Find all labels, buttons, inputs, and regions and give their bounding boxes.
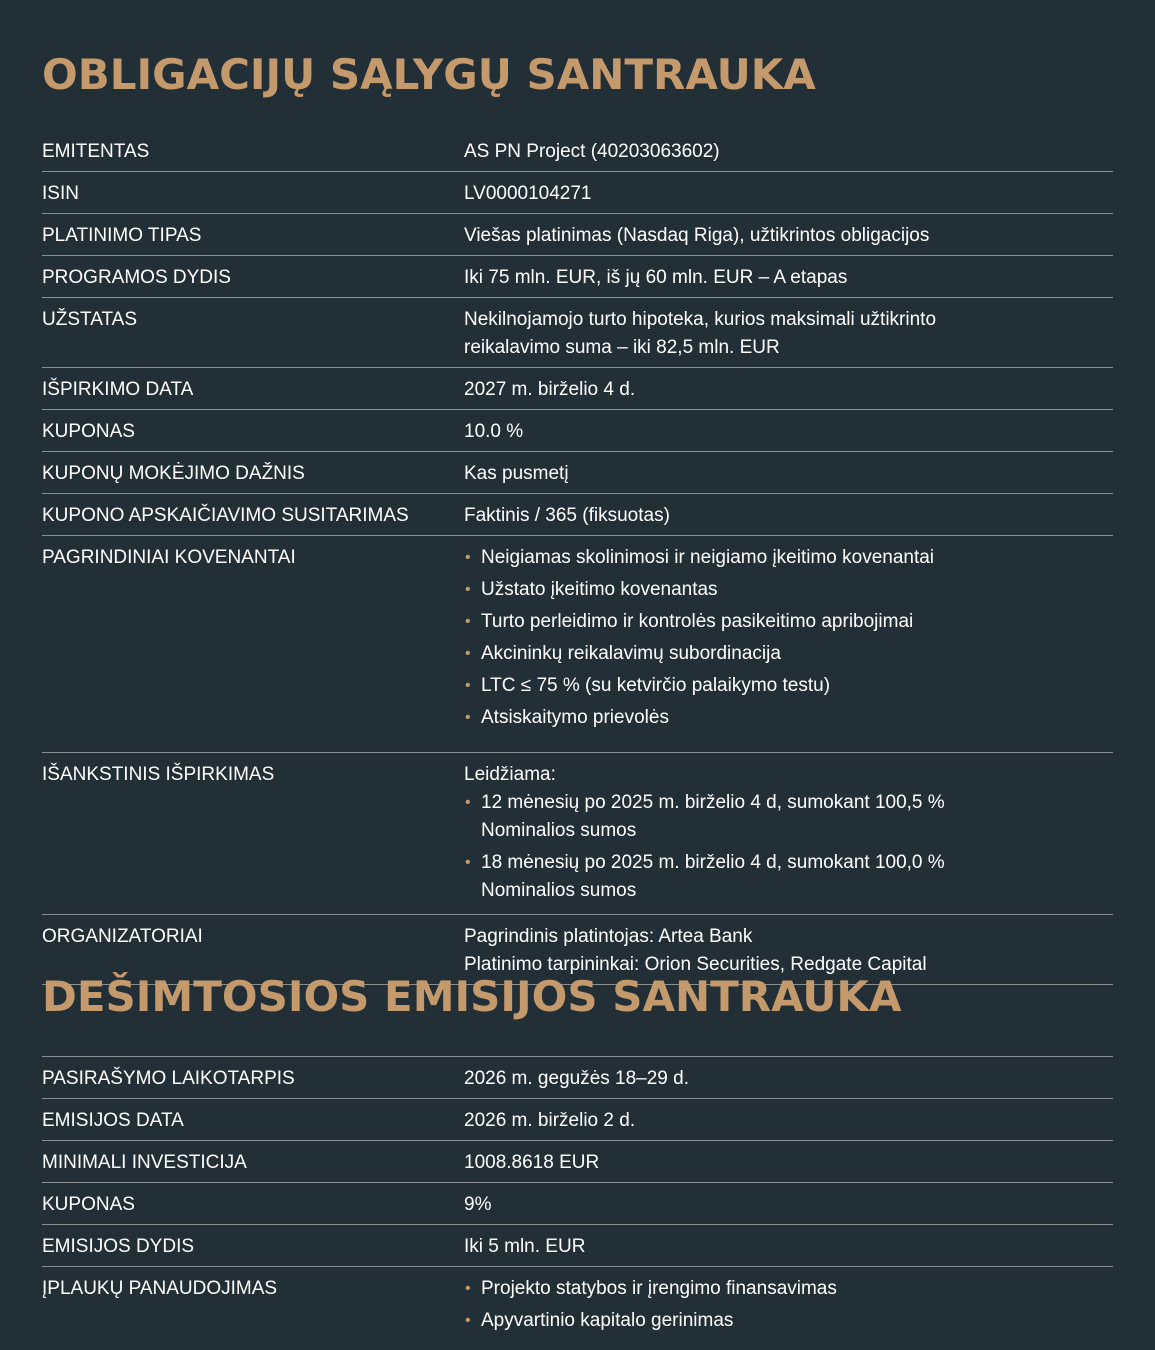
row-label: PROGRAMOS DYDIS xyxy=(42,267,231,288)
row-label: MINIMALI INVESTICIJA xyxy=(42,1152,247,1173)
row-label: IŠPIRKIMO DATA xyxy=(42,379,194,400)
list-item-text: LTC ≤ 75 % (su ketvirčio palaikymo testu) xyxy=(481,675,831,696)
table-row xyxy=(42,256,1113,298)
row-value: 2027 m. birželio 4 d. xyxy=(464,379,636,400)
table-row xyxy=(42,368,1113,410)
list-item xyxy=(464,608,1113,636)
list-item-text: Nominalios sumos xyxy=(481,880,637,901)
row-label: IŠANKSTINIS IŠPIRKIMAS xyxy=(42,764,275,785)
list-item xyxy=(464,1307,1113,1335)
row-value: Viešas platinimas (Nasdaq Riga), užtikrintos obligacijos xyxy=(464,225,930,246)
row-label: PAGRINDINIAI KOVENANTAI xyxy=(42,547,296,568)
list-item xyxy=(464,1275,1113,1303)
row-label: KUPONAS xyxy=(42,421,135,442)
list-item xyxy=(464,672,1113,700)
list-item xyxy=(464,789,1113,845)
list-item-text: Turto perleidimo ir kontrolės pasikeitimo apribojimai xyxy=(481,611,914,632)
row-label: PLATINIMO TIPAS xyxy=(42,225,202,246)
table-row-proceeds xyxy=(42,1267,1113,1344)
row-value: AS PN Project (40203063602) xyxy=(464,141,720,162)
row-value-line: Pagrindinis platintojas: Artea Bank xyxy=(464,926,753,947)
bullet-icon: • xyxy=(465,794,471,811)
row-value: Faktinis / 365 (fiksuotas) xyxy=(464,505,670,526)
row-value: Iki 75 mln. EUR, iš jų 60 mln. EUR – A etapas xyxy=(464,267,848,288)
table-row xyxy=(42,1057,1113,1099)
table-row xyxy=(42,1183,1113,1225)
list-item-text: Projekto statybos ir įrengimo finansavimas xyxy=(481,1278,837,1299)
list-item xyxy=(464,849,1113,905)
row-label: UŽSTATAS xyxy=(42,309,137,330)
row-value xyxy=(464,544,1113,736)
bullet-icon: • xyxy=(465,854,471,871)
list-item-text: Neigiamas skolinimosi ir neigiamo įkeitimo kovenantai xyxy=(481,547,935,568)
row-label: KUPONŲ MOKĖJIMO DAŽNIS xyxy=(42,463,305,484)
bullet-icon: • xyxy=(465,549,471,566)
table-row xyxy=(42,1225,1113,1267)
row-value-line: Nekilnojamojo turto hipoteka, kurios maksimali užtikrinto xyxy=(464,309,937,330)
row-label: PASIRAŠYMO LAIKOTARPIS xyxy=(42,1068,295,1089)
bullet-icon: • xyxy=(465,1280,471,1297)
list-item-text: Atsiskaitymo prievolės xyxy=(481,707,669,728)
bullet-icon: • xyxy=(465,581,471,598)
bullet-icon: • xyxy=(465,1312,471,1329)
covenant-list xyxy=(464,544,1113,732)
early-redemption-list xyxy=(464,789,1113,905)
row-label: EMITENTAS xyxy=(42,141,150,162)
row-value xyxy=(464,306,1113,362)
row-value: Iki 5 mln. EUR xyxy=(464,1236,586,1257)
row-label: ĮPLAUKŲ PANAUDOJIMAS xyxy=(42,1278,278,1299)
bond-terms-table xyxy=(42,130,1113,985)
row-label: EMISIJOS DYDIS xyxy=(42,1236,195,1257)
proceeds-list xyxy=(464,1275,1113,1335)
list-item-text: Apyvartinio kapitalo gerinimas xyxy=(481,1310,734,1331)
issue-summary-table xyxy=(42,1056,1113,1344)
table-row xyxy=(42,130,1113,172)
row-label: KUPONAS xyxy=(42,1194,135,1215)
bullet-icon: • xyxy=(465,645,471,662)
row-value xyxy=(464,761,1113,909)
list-item xyxy=(464,640,1113,668)
table-row xyxy=(42,494,1113,536)
row-value: 10.0 % xyxy=(464,421,524,442)
section-title-bond-terms: OBLIGACIJŲ SĄLYGŲ SANTRAUKA xyxy=(42,50,816,99)
row-value: LV0000104271 xyxy=(464,183,592,204)
bullet-icon: • xyxy=(465,613,471,630)
row-value: 9% xyxy=(464,1194,492,1215)
row-value: Kas pusmetį xyxy=(464,463,569,484)
row-label: EMISIJOS DATA xyxy=(42,1110,184,1131)
row-value xyxy=(464,1275,1113,1339)
table-row xyxy=(42,214,1113,256)
row-value xyxy=(464,923,1113,979)
list-item-text: 18 mėnesių po 2025 m. birželio 4 d, sumokant 100,0 % xyxy=(481,852,945,873)
table-row xyxy=(42,298,1113,368)
table-row-covenants xyxy=(42,536,1113,753)
list-item-text: 12 mėnesių po 2025 m. birželio 4 d, sumokant 100,5 % xyxy=(481,792,945,813)
list-item-text: Akcininkų reikalavimų subordinacija xyxy=(481,643,781,664)
section-title-issue-summary: DEŠIMTOSIOS EMISIJOS SANTRAUKA xyxy=(42,972,902,1021)
row-label: KUPONO APSKAIČIAVIMO SUSITARIMAS xyxy=(42,505,409,526)
row-value: 2026 m. birželio 2 d. xyxy=(464,1110,636,1131)
table-row xyxy=(42,452,1113,494)
table-row xyxy=(42,410,1113,452)
row-value: 1008.8618 EUR xyxy=(464,1152,600,1173)
list-item-text: Užstato įkeitimo kovenantas xyxy=(481,579,718,600)
bullet-icon: • xyxy=(465,709,471,726)
bullet-icon: • xyxy=(465,677,471,694)
table-row-early-redemption xyxy=(42,753,1113,915)
row-value-line: reikalavimo suma – iki 82,5 mln. EUR xyxy=(464,337,780,358)
row-value-intro: Leidžiama: xyxy=(464,764,556,785)
table-row xyxy=(42,172,1113,214)
row-label: ISIN xyxy=(42,183,79,204)
row-label: ORGANIZATORIAI xyxy=(42,926,203,947)
list-item xyxy=(464,576,1113,604)
row-value: 2026 m. gegužės 18–29 d. xyxy=(464,1068,690,1089)
list-item xyxy=(464,544,1113,572)
list-item xyxy=(464,704,1113,732)
row-value-line: Platinimo tarpininkai: Orion Securities, Redgate Capital xyxy=(464,954,927,975)
list-item-text: Nominalios sumos xyxy=(481,820,637,841)
table-row xyxy=(42,1141,1113,1183)
table-row xyxy=(42,1099,1113,1141)
